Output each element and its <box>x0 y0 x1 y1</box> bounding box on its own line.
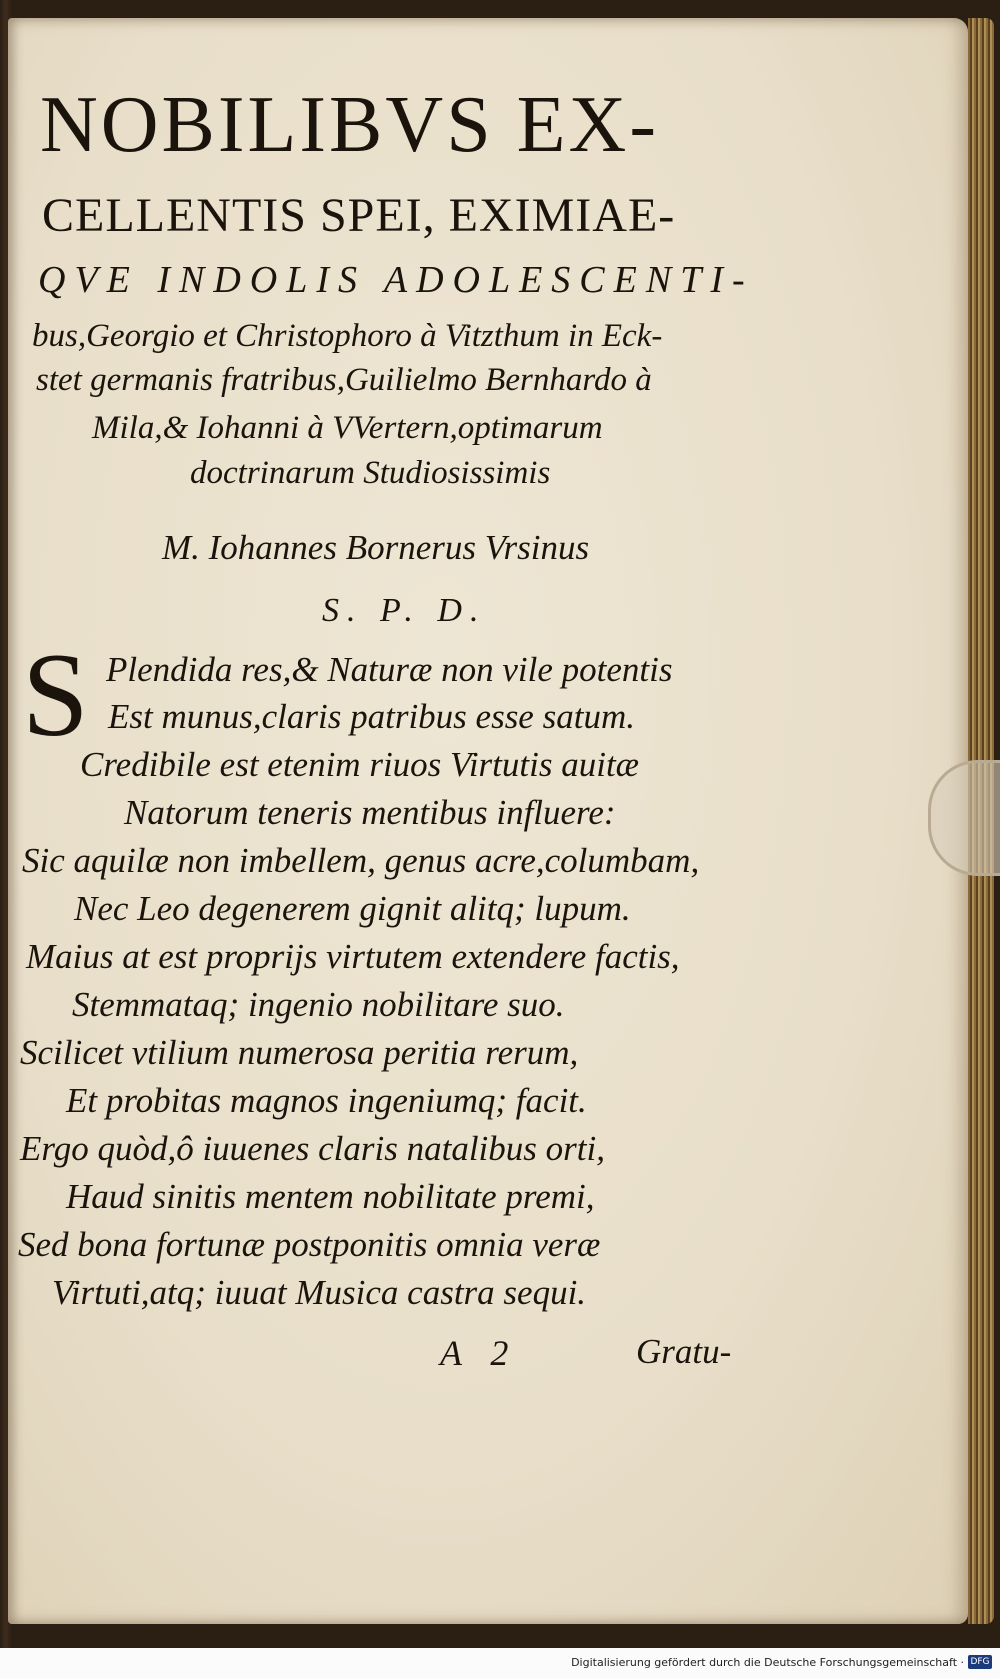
poem-line-10: Et probitas magnos ingeniumq; facit. <box>66 1081 587 1120</box>
poem-line-8: Stemmataq; ingenio nobilitare suo. <box>72 985 565 1024</box>
title-line-1: NOBILIBVS EX- <box>40 81 659 169</box>
poem-line-6: Nec Leo degenerem gignit alitq; lupum. <box>74 889 631 928</box>
poem-line-5: Sic aquilæ non imbellem, genus acre,columbam, <box>22 841 700 880</box>
footer-credit: Digitalisierung gefördert durch die Deutsche Forschungsgemeinschaft · <box>571 1656 964 1669</box>
poem-line-11: Ergo quòd,ô iuuenes claris natalibus orti, <box>20 1129 605 1168</box>
title-line-7: doctrinarum Studiosissimis <box>190 455 551 491</box>
poem-line-14: Virtuti,atq; iuuat Musica castra sequi. <box>52 1273 587 1312</box>
poem-line-13: Sed bona fortunæ postponitis omnia veræ <box>18 1225 601 1264</box>
title-line-4: bus,Georgio et Christophoro à Vitzthum in Eck- <box>32 318 663 354</box>
poem-line-1: Plendida res,& Naturæ non vile potentis <box>106 650 673 689</box>
poem-line-2: Est munus,claris patribus esse satum. <box>108 697 635 736</box>
poem-line-4: Natorum teneris mentibus influere: <box>124 793 616 832</box>
poem-line-9: Scilicet vtilium numerosa peritia rerum, <box>20 1033 579 1072</box>
signature-mark: A 2 <box>440 1333 519 1373</box>
drop-cap: S <box>22 628 89 761</box>
dfg-logo-icon: DFG <box>968 1655 992 1669</box>
poem-line-7: Maius at est proprijs virtutem extendere factis, <box>26 937 680 976</box>
salutation: S. P. D. <box>322 592 487 629</box>
title-line-2: CELLENTIS SPEI, EXIMIAE- <box>42 189 676 242</box>
title-line-3: QVE INDOLIS ADOLESCENTI- <box>38 259 754 301</box>
author-line: M. Iohannes Bornerus Vrsinus <box>162 528 590 567</box>
title-line-6: Mila,& Iohanni à VVertern,optimarum <box>92 410 603 446</box>
catchword: Gratu- <box>636 1332 732 1371</box>
poem-line-3: Credibile est etenim riuos Virtutis auitæ <box>80 745 640 784</box>
title-line-5: stet germanis fratribus,Guilielmo Bernhardo à <box>36 362 652 398</box>
poem-line-12: Haud sinitis mentem nobilitate premi, <box>66 1177 595 1216</box>
